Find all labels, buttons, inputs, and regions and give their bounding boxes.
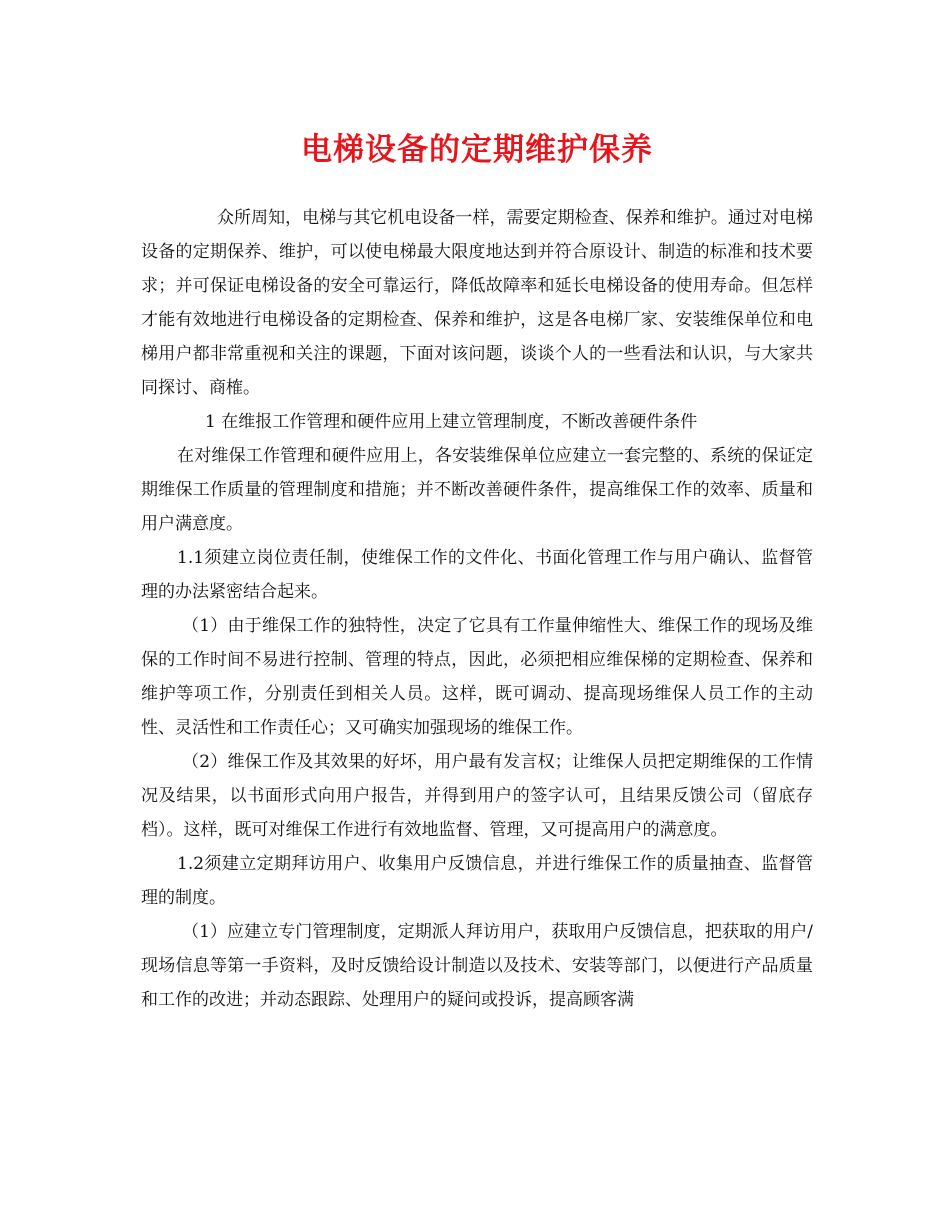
intro-paragraph: 众所周知，电梯与其它机电设备一样，需要定期检查、保养和维护。通过对电梯设备的定期保养、维护，可以使电梯最大限度地达到并符合原设计、制造的标准和技术要求；并可保证电梯设备的安全可靠运行，降低故障率和延长电梯设备的使用寿命。但怎样才能有效地进行电梯设备的定期检查、保养和维护，这是各电梯厂家、安装维保单位和电梯用户都非常重视和关注的课题，下面对该问题，谈谈个人的一些看法和认识，与大家共同探讨、商榷。	[141, 208, 813, 398]
section-1-2-paragraph: 1.2须建立定期拜访用户、收集用户反馈信息，并进行维保工作的质量抽查、监督管理的制度。	[141, 854, 813, 908]
section-1-heading: 1 在维报工作管理和硬件应用上建立管理制度，不断改善硬件条件	[205, 412, 698, 432]
section-1-paragraph: 在对维保工作管理和硬件应用上，各安装维保单位应建立一套完整的、系统的保证定期维保工作质量的管理制度和措施；并不断改善硬件条件，提高维保工作的效率、质量和用户满意度。	[141, 446, 813, 534]
section-1-2-item-1: （1）应建立专门管理制度，定期派人拜访用户，获取用户反馈信息，把获取的用户/现场信息等第一手资料，及时反馈给设计制造以及技术、安装等部门，以便进行产品质量和工作的改进；并动态跟踪、处理用户的疑问或投诉，提高顾客满	[141, 922, 813, 1010]
document-body	[141, 201, 813, 1017]
section-1-1-paragraph: 1.1须建立岗位责任制，使维保工作的文件化、书面化管理工作与用户确认、监督管理的办法紧密结合起来。	[141, 548, 813, 602]
section-1-1-item-2: （2）维保工作及其效果的好坏，用户最有发言权；让维保人员把定期维保的工作情况及结果，以书面形式向用户报告，并得到用户的签字认可，且结果反馈公司（留底存档）。这样，既可对维保工作进行有效地监督、管理，又可提高用户的满意度。	[141, 752, 813, 840]
document-title: 电梯设备的定期维护保养	[301, 132, 653, 168]
section-1-1-item-1: （1）由于维保工作的独特性，决定了它具有工作量伸缩性大、维保工作的现场及维保的工作时间不易进行控制、管理的特点，因此，必须把相应维保梯的定期检查、保养和维护等项工作，分别责任到相关人员。这样，既可调动、提高现场维保人员工作的主动性、灵活性和工作责任心；又可确实加强现场的维保工作。	[141, 616, 813, 738]
